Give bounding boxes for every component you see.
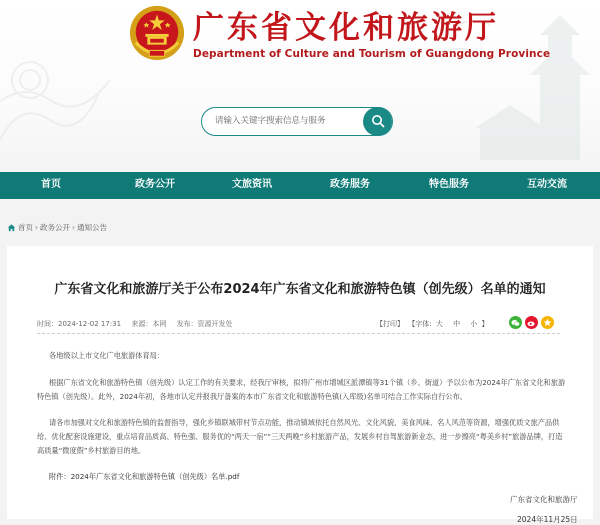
nav-item-home[interactable]: 首页 — [41, 179, 61, 190]
nav-item-government-services[interactable]: 政务服务 — [330, 179, 370, 190]
signature-date: 2024年11月25日 — [517, 515, 578, 524]
font-small-button[interactable]: 小 — [470, 320, 478, 328]
article-paragraph-1: 根据广东省文化和旅游特色镇（创先级）认定工作的有关要求，经我厅审核，拟将广州市增城区派潭镇等31个镇（乡、街道）予以公布为2024年广东省文化和旅游特色镇（创先级）。此外，2024年初，各地市认定并报我厅备案的本市广东省文化和旅游特色镇(入库级)名单可结合工作实际自行公布。 — [37, 378, 566, 401]
print-button[interactable]: 【打印】 — [376, 320, 404, 328]
publish-time: 时间：2024-12-02 17:31 — [37, 320, 122, 328]
font-medium-button[interactable]: 中 — [453, 320, 461, 328]
search-button[interactable] — [363, 107, 392, 136]
search-input[interactable] — [202, 108, 362, 134]
font-size-label: 【字体: — [408, 320, 432, 328]
nav-item-special-services[interactable]: 特色服务 — [429, 179, 469, 190]
breadcrumb-separator: › — [72, 222, 75, 232]
article-title: 广东省文化和旅游厅关于公布2024年广东省文化和旅游特色镇（创先级）名单的通知 — [54, 282, 546, 297]
nav-item-culture-news[interactable]: 文旅资讯 — [232, 179, 272, 190]
article-greeting: 各地级以上市文化广电旅游体育局： — [49, 351, 165, 360]
weibo-icon[interactable] — [525, 316, 538, 329]
font-large-button[interactable]: 大 — [435, 320, 443, 328]
article-paragraph-2: 请各市加强对文化和旅游特色镇的监督指导，强化乡镇联城带村节点功能，推动镇域依托自然风光、文化风貌、美食风味、名人风范等资源，增强优质文旅产品供给、优化配套设施建设，重点培育品质高、特色强、服务优的“两天一宿”“三天两晚”乡村旅游产品，发展乡村自驾旅游新业态，进一步擦亮“粤美乡村”旅游品牌，打造高质量“微度假”乡村旅游目的地。 — [37, 418, 563, 455]
site-title-cn: 广东省文化和旅游厅 — [193, 10, 499, 46]
breadcrumb-home[interactable]: 首页 — [18, 222, 33, 232]
article-meta — [37, 319, 241, 329]
attachment-link[interactable]: 附件：2024年广东省文化和旅游特色镇（创先级）名单.pdf — [49, 472, 240, 481]
breadcrumb — [7, 220, 107, 234]
meta-divider — [37, 333, 560, 334]
nav-item-government-affairs[interactable]: 政务公开 — [135, 179, 175, 190]
signature-org: 广东省文化和旅游厅 — [510, 495, 578, 504]
national-emblem-icon — [128, 4, 186, 62]
site-header — [0, 0, 600, 172]
font-size-close: 】 — [481, 320, 489, 328]
breadcrumb-separator: › — [35, 222, 38, 232]
nav-item-interaction[interactable]: 互动交流 — [527, 179, 567, 190]
wechat-icon[interactable] — [509, 316, 522, 329]
home-icon — [7, 223, 16, 232]
article-publisher: 发布：资源开发处 — [176, 320, 233, 328]
qzone-icon[interactable] — [541, 316, 554, 329]
article-source: 来源：本网 — [131, 320, 167, 328]
search-box — [201, 107, 393, 136]
site-title-en: Department of Culture and Tourism of Guangdong Province — [193, 48, 551, 60]
decorative-pattern-left — [0, 20, 130, 160]
share-bar — [509, 316, 554, 329]
search-icon — [371, 114, 385, 128]
article-card — [7, 246, 593, 524]
breadcrumb-government-affairs[interactable]: 政务公开 — [40, 222, 70, 232]
article-tools — [376, 319, 491, 329]
breadcrumb-notices[interactable]: 通知公告 — [77, 222, 107, 232]
main-nav — [0, 172, 600, 199]
